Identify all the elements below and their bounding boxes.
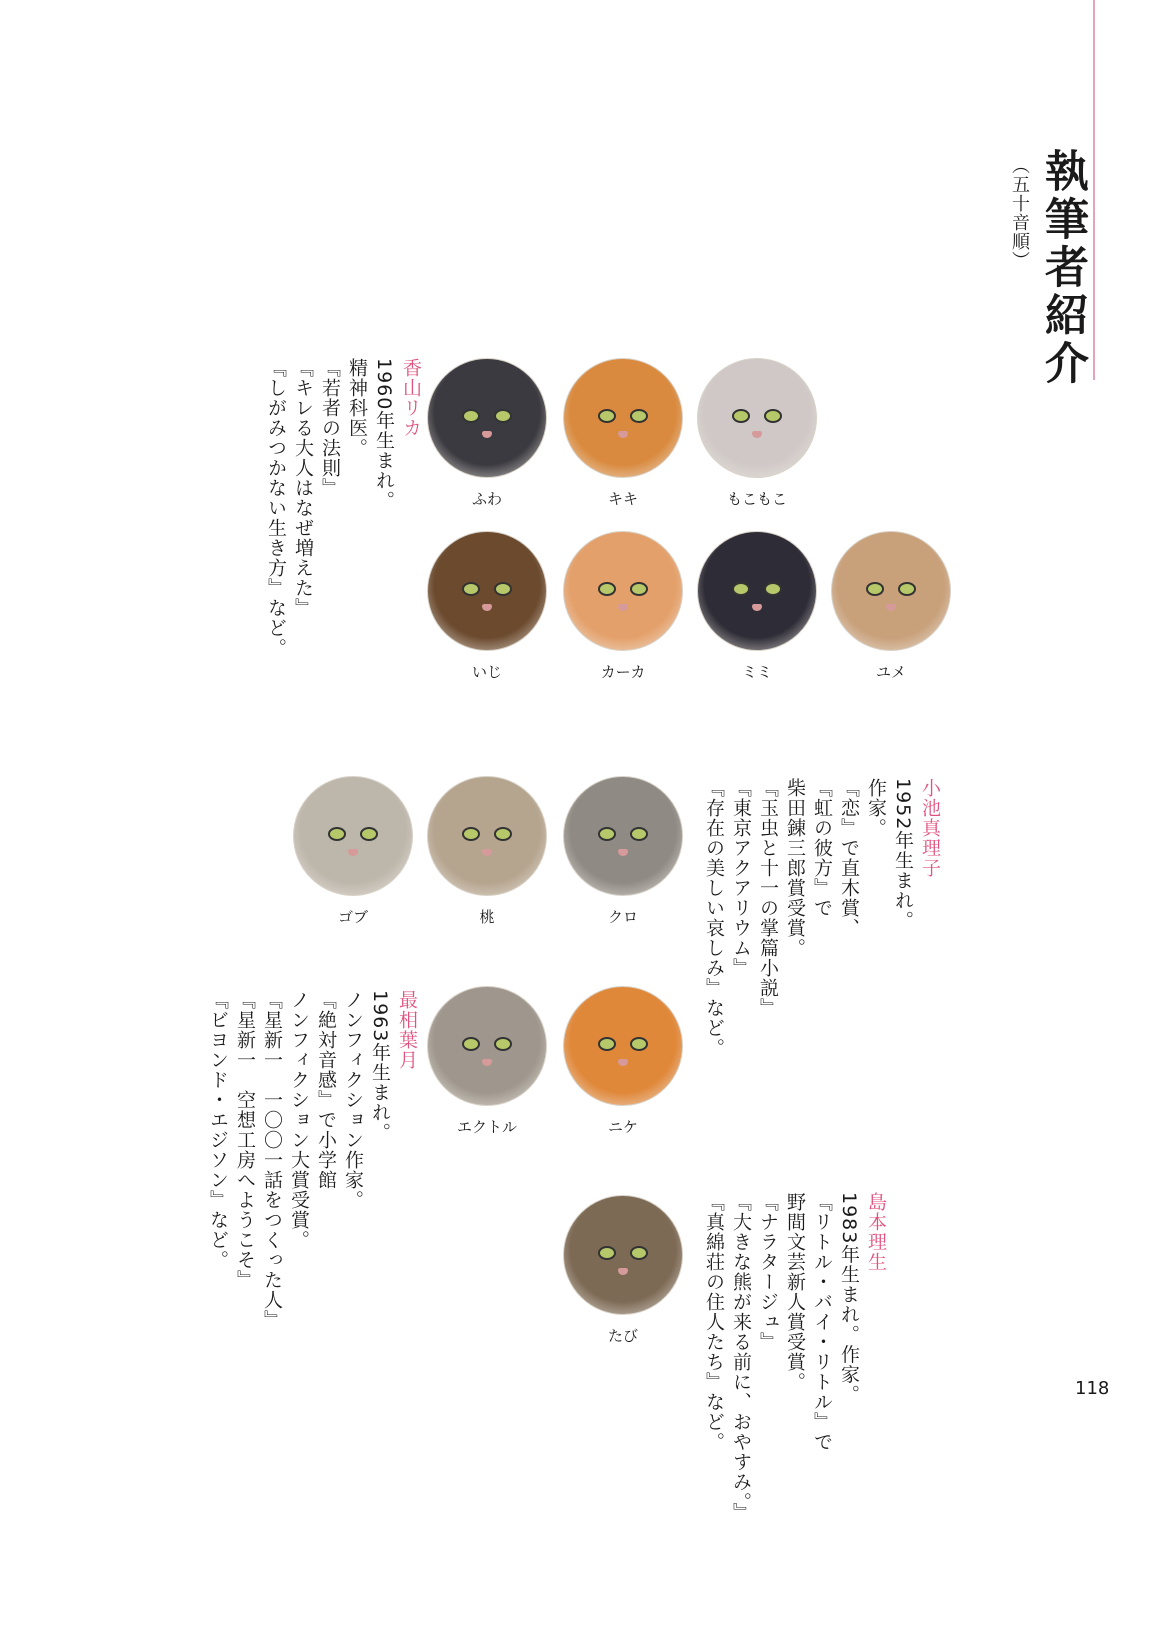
- cat-photo: [563, 358, 683, 478]
- cat-photo: [427, 986, 547, 1106]
- author-line: 『真綿荘の住人たち』など。: [703, 1192, 725, 1452]
- author-line: 1983年生まれ。作家。: [838, 1192, 860, 1405]
- author-saisho: [204, 990, 420, 1390]
- cat-photo: [563, 531, 683, 651]
- cat-photo: [831, 531, 951, 651]
- author-line: 『虹の彼方』で: [811, 778, 833, 918]
- cat-photo: [563, 1195, 683, 1315]
- author-koike: [700, 778, 943, 1118]
- author-line: 『キレる大人はなぜ増えた』: [292, 358, 314, 618]
- cat-name: いじ: [471, 663, 502, 681]
- cat-card: [697, 531, 817, 682]
- cat-name: ニケ: [607, 1118, 638, 1136]
- cat-card: [427, 531, 547, 682]
- author-line: 1952年生まれ。: [892, 778, 914, 931]
- cat-photo: [563, 776, 683, 896]
- author-shimamoto: [700, 1192, 889, 1592]
- page-number: 118: [1075, 1378, 1110, 1399]
- author-line: 『リトル・バイ・リトル』で: [811, 1192, 833, 1452]
- cat-name: カーカ: [600, 663, 646, 681]
- author-line: 『恋』で直木賞、: [838, 778, 860, 938]
- author-name: 島本理生: [865, 1192, 887, 1272]
- author-kayama: [262, 358, 424, 678]
- cat-card: [563, 531, 683, 682]
- cat-card: [293, 776, 413, 927]
- author-line: 精神科医。: [346, 358, 368, 458]
- cat-photo: [427, 531, 547, 651]
- author-line: 作家。: [865, 778, 887, 838]
- cat-card: [563, 1195, 683, 1346]
- cat-name: ユメ: [875, 663, 906, 681]
- author-line: 柴田錬三郎賞受賞。: [784, 778, 806, 958]
- author-line: 『玉虫と十一の掌篇小説』: [757, 778, 779, 1018]
- author-name: 小池真理子: [919, 778, 941, 878]
- author-line: 『星新一 空想工房へようこそ』: [234, 990, 256, 1290]
- cat-card: [427, 986, 547, 1137]
- cat-name: もこもこ: [726, 490, 787, 508]
- cat-card: [427, 776, 547, 927]
- author-line: 1960年生まれ。: [373, 358, 395, 511]
- author-line: 『星新一 一〇〇一話をつくった人』: [261, 990, 283, 1330]
- cat-name: キキ: [607, 490, 638, 508]
- author-line: 野間文芸新人賞受賞。: [784, 1192, 806, 1392]
- cat-photo: [697, 358, 817, 478]
- cat-name: ふわ: [471, 490, 502, 508]
- page-title: 執筆者紹介: [1037, 148, 1088, 388]
- header-rule: [1093, 0, 1095, 380]
- cat-photo: [427, 358, 547, 478]
- author-line: ノンフィクション作家。: [342, 990, 364, 1210]
- author-line: 『ビヨンド・エジソン』など。: [207, 990, 229, 1270]
- cat-card: [563, 358, 683, 509]
- author-line: 1963年生まれ。: [369, 990, 391, 1143]
- cat-name: エクトル: [456, 1118, 517, 1136]
- author-line: 『東京アクアリウム』: [730, 778, 752, 978]
- cat-card: [563, 776, 683, 927]
- author-line: 『若者の法則』: [319, 358, 341, 498]
- author-line: 『ナラタージュ』: [757, 1192, 779, 1352]
- author-name: 香山リカ: [400, 358, 422, 438]
- cat-card: [697, 358, 817, 509]
- author-line: 『大きな熊が来る前に、おやすみ。』: [730, 1192, 752, 1523]
- cat-name: ミミ: [741, 663, 772, 681]
- cat-photo: [697, 531, 817, 651]
- cat-name: ゴブ: [337, 908, 368, 926]
- cat-name: たび: [607, 1327, 638, 1345]
- cat-photo: [293, 776, 413, 896]
- author-line: ノンフィクション大賞受賞。: [288, 990, 310, 1250]
- cat-photo: [427, 776, 547, 896]
- page-subtitle: （五十音順）: [1009, 156, 1030, 270]
- author-name: 最相葉月: [396, 990, 418, 1070]
- author-line: 『存在の美しい哀しみ』など。: [703, 778, 725, 1058]
- author-line: 『絶対音感』で小学館: [315, 990, 337, 1190]
- cat-card: [427, 358, 547, 509]
- author-line: 『しがみつかない生き方』など。: [265, 358, 287, 658]
- cat-card: [831, 531, 951, 682]
- cat-name: クロ: [607, 908, 638, 926]
- cat-name: 桃: [479, 908, 495, 926]
- cat-card: [563, 986, 683, 1137]
- cat-photo: [563, 986, 683, 1106]
